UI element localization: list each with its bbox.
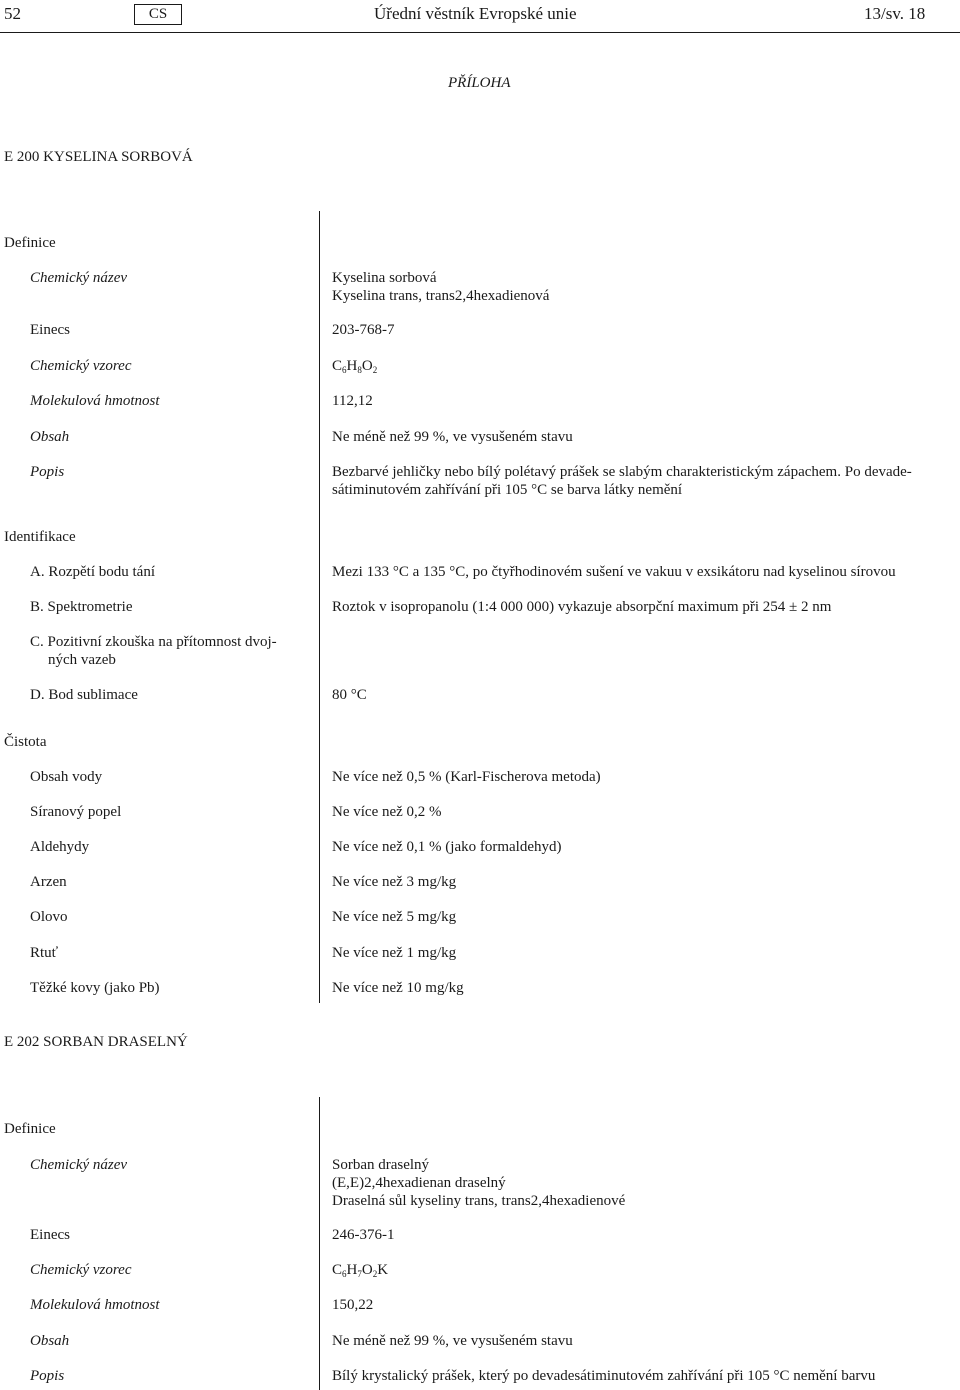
e202-definice-heading: Definice [4, 1121, 56, 1137]
e202-chem-name-2: (E,E)2,4hexadienan draselný [332, 1175, 506, 1191]
e200-definice-heading: Definice [4, 235, 56, 251]
e200-obsah-label: Obsah [30, 429, 70, 445]
purity-value: Ne více než 5 mg/kg [332, 909, 457, 925]
header-rule [0, 32, 960, 33]
e200-popis-line-1: Bezbarvé jehličky nebo bílý polétavý prášek se slabým charakteristickým zápachem. Po devade- [332, 464, 912, 480]
e202-chem-name-3: Draselná sůl kyseliny trans, trans2,4hexadienové [332, 1193, 626, 1209]
e200-chem-name-label: Chemický název [30, 270, 128, 286]
e202-chem-name-1: Sorban draselný [332, 1157, 430, 1173]
e202-title: E 202 SORBAN DRASELNÝ [4, 1034, 188, 1050]
e200-ident-d-value: 80 °C [332, 687, 367, 703]
e200-einecs-value: 203-768-7 [332, 322, 395, 338]
e200-ident-heading: Identifikace [4, 529, 76, 545]
e200-popis-line-2: sátiminutovém zahřívání při 105 °C se barva látky nemění [332, 482, 683, 498]
purity-value: Ne více než 3 mg/kg [332, 874, 457, 890]
purity-label: Arzen [30, 874, 67, 890]
e200-einecs-label: Einecs [30, 322, 70, 338]
e202-popis-value: Bílý krystalický prášek, který po devadesátiminutovém zahřívání při 105 °C nemění barvu [332, 1368, 876, 1384]
e200-ident-a-label: A. Rozpětí bodu tání [30, 564, 155, 580]
e202-mol-label: Molekulová hmotnost [30, 1297, 160, 1313]
e202-einecs-value: 246-376-1 [332, 1227, 395, 1243]
journal-title: Úřední věstník Evropské unie [374, 4, 577, 23]
e200-mol-label: Molekulová hmotnost [30, 393, 160, 409]
e200-ident-a-value: Mezi 133 °C a 135 °C, po čtyřhodinovém sušení ve vakuu v exsikátoru nad kyselinou sírovou [332, 564, 896, 580]
page-number: 52 [4, 4, 21, 23]
e200-ident-b-label: B. Spektrometrie [30, 599, 133, 615]
purity-label: Aldehydy [30, 839, 90, 855]
e202-mol-value: 150,22 [332, 1297, 374, 1313]
e202-popis-label: Popis [30, 1368, 65, 1384]
purity-label: Těžké kovy (jako Pb) [30, 980, 160, 996]
purity-value: Ne více než 0,1 % (jako formaldehyd) [332, 839, 562, 855]
purity-value: Ne více než 0,2 % [332, 804, 442, 820]
annex-title: PŘÍLOHA [448, 75, 511, 91]
purity-label: Síranový popel [30, 804, 122, 820]
e200-formula-label: Chemický vzorec [30, 358, 132, 374]
purity-value: Ne více než 0,5 % (Karl-Fischerova metoda) [332, 769, 601, 785]
purity-value: Ne více než 10 mg/kg [332, 980, 464, 996]
e200-popis-label: Popis [30, 464, 65, 480]
language-badge: CS [134, 4, 182, 25]
e202-formula-label: Chemický vzorec [30, 1262, 132, 1278]
purity-label: Obsah vody [30, 769, 103, 785]
e200-chem-name-2: Kyselina trans, trans2,4hexadienová [332, 288, 550, 304]
e200-column-divider [319, 211, 320, 1003]
e200-chem-name-1: Kyselina sorbová [332, 270, 437, 286]
purity-label: Olovo [30, 909, 68, 925]
e200-ident-c-label-1: C. Pozitivní zkouška na přítomnost dvoj- [30, 634, 277, 650]
volume-number: 13/sv. 18 [864, 4, 926, 23]
e202-einecs-label: Einecs [30, 1227, 70, 1243]
e200-formula: $C_6H_8O_2$ [332, 358, 378, 375]
e200-title: E 200 KYSELINA SORBOVÁ [4, 149, 193, 165]
e200-mol-value: 112,12 [332, 393, 373, 409]
purity-value: Ne více než 1 mg/kg [332, 945, 457, 961]
e200-ident-c-label-2: ných vazeb [48, 652, 116, 668]
e200-ident-b-value: Roztok v isopropanolu (1:4 000 000) vykazuje absorpční maximum při 254 ± 2 nm [332, 599, 832, 615]
purity-label: Rtuť [30, 945, 59, 961]
e202-obsah-value: Ne méně než 99 %, ve vysušeném stavu [332, 1333, 573, 1349]
e202-column-divider [319, 1097, 320, 1390]
e200-obsah-value: Ne méně než 99 %, ve vysušeném stavu [332, 429, 573, 445]
e200-ident-d-label: D. Bod sublimace [30, 687, 138, 703]
e202-formula: $C_6H_7O_2K$ [332, 1262, 389, 1279]
e200-cistota-heading: Čistota [4, 734, 47, 750]
e202-obsah-label: Obsah [30, 1333, 70, 1349]
e202-chem-name-label: Chemický název [30, 1157, 128, 1173]
